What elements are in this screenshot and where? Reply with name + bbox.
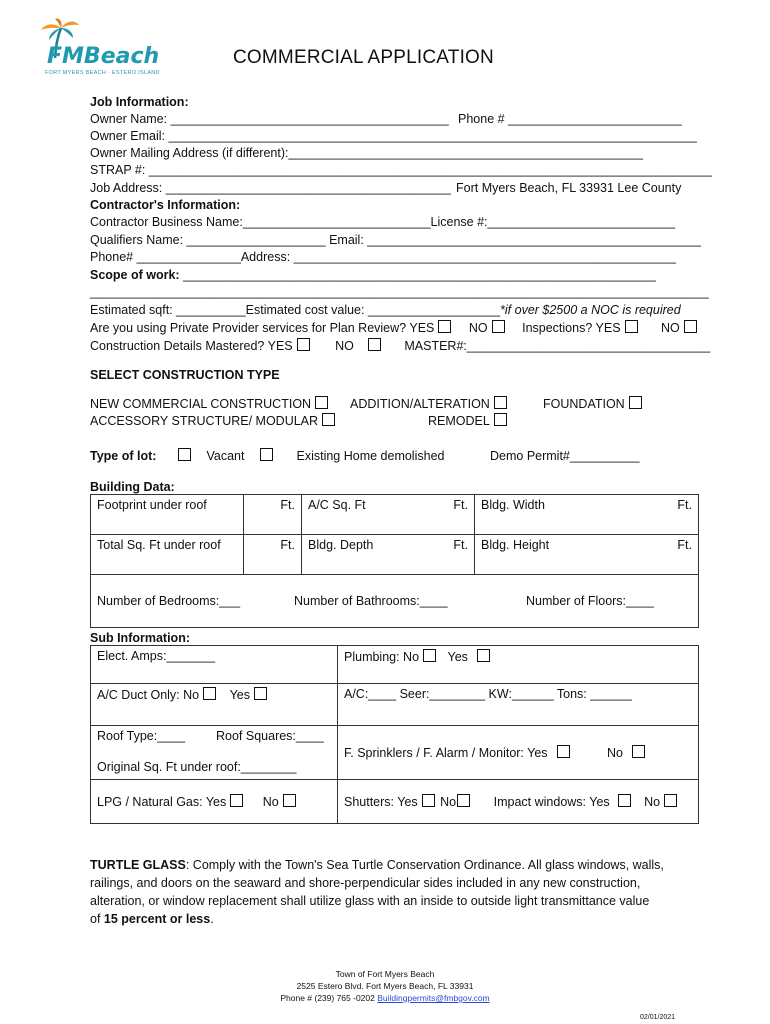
new-commercial-label: NEW COMMERCIAL CONSTRUCTION — [90, 397, 312, 411]
turtle-glass-emphasis: 15 percent or less — [103, 912, 211, 926]
height-label: Bldg. Height — [481, 538, 550, 552]
ft-unit: Ft. — [280, 498, 295, 512]
inspections-label: Inspections? YES — [522, 321, 621, 335]
sprinklers-yes-checkbox[interactable] — [557, 745, 570, 758]
footer-email-link[interactable]: Buildingpermits@fmbgov.com — [377, 993, 490, 1003]
lpg-yes-checkbox[interactable] — [230, 794, 243, 807]
addition-option[interactable] — [350, 396, 507, 413]
shutters-no-checkbox[interactable] — [457, 794, 470, 807]
mastered-yes-checkbox[interactable] — [297, 338, 310, 351]
noc-note: *if over $2500 a NOC is required — [500, 303, 681, 317]
page-title: COMMERCIAL APPLICATION — [233, 47, 494, 68]
plumbing-cell — [338, 646, 699, 684]
scope-label: Scope of work: — [90, 268, 180, 282]
new-commercial-option[interactable] — [90, 396, 328, 413]
job-address-field[interactable]: Job Address: _________________________________________ — [90, 181, 451, 195]
remodel-checkbox[interactable] — [494, 413, 507, 426]
inspections-yes-checkbox[interactable] — [625, 320, 638, 333]
sprinklers-no-label: No — [607, 746, 624, 760]
demo-permit-field[interactable]: Demo Permit#__________ — [490, 449, 640, 463]
impact-yes-checkbox[interactable] — [618, 794, 631, 807]
ft-unit: Ft. — [677, 498, 692, 512]
owner-email-field[interactable]: Owner Email: ____________________________________________________________________________ — [90, 129, 697, 143]
vacant-option[interactable] — [178, 448, 244, 465]
footer-town: Town of Fort Myers Beach — [335, 969, 435, 979]
ac-field[interactable]: A/C:____ Seer:________ KW:______ Tons: ______ — [338, 684, 699, 726]
private-provider-row — [90, 320, 697, 337]
turtle-glass-line4 — [90, 911, 214, 928]
construction-heading: SELECT CONSTRUCTION TYPE — [90, 368, 280, 382]
estimate-field[interactable]: Estimated sqft: __________Estimated cost value: ___________________ — [90, 303, 501, 317]
total-sqft-field[interactable] — [244, 535, 302, 575]
foundation-option[interactable] — [543, 396, 642, 413]
scope-row — [90, 267, 656, 284]
accessory-label: ACCESSORY STRUCTURE/ MODULAR — [90, 414, 319, 428]
turtle-glass-line1 — [90, 857, 664, 874]
footer-contact — [0, 992, 770, 1004]
bathrooms-field[interactable]: Number of Bathrooms:____ — [294, 594, 448, 608]
rooms-row — [91, 575, 699, 628]
ft-unit: Ft. — [280, 538, 295, 552]
addition-label: ADDITION/ALTERATION — [350, 397, 490, 411]
plumbing-yes-checkbox[interactable] — [477, 649, 490, 662]
lpg-no-checkbox[interactable] — [283, 794, 296, 807]
plumbing-no-checkbox[interactable] — [423, 649, 436, 662]
lpg-cell — [91, 780, 338, 824]
lpg-no-label: No — [262, 795, 279, 809]
new-commercial-checkbox[interactable] — [315, 396, 328, 409]
job-heading: Job Information: — [90, 95, 189, 109]
building-data-table — [90, 494, 699, 628]
private-no-checkbox[interactable] — [492, 320, 505, 333]
contractor-heading: Contractor's Information: — [90, 198, 241, 212]
sub-heading: Sub Information: — [90, 631, 190, 645]
job-city-text: Fort Myers Beach, FL 33931 Lee County — [456, 181, 682, 195]
inspections-no-checkbox[interactable] — [684, 320, 697, 333]
lpg-label: LPG / Natural Gas: Yes — [97, 795, 227, 809]
turtle-glass-text1: : Comply with the Town's Sea Turtle Conservation Ordinance. All glass windows, walls, — [185, 858, 664, 872]
strap-field[interactable]: STRAP #: _________________________________________________________________________________ — [90, 163, 712, 177]
private-provider-question: Are you using Private Provider services for Plan Review? YES — [90, 321, 435, 335]
shutters-label: Shutters: Yes — [344, 795, 418, 809]
lot-type-label: Type of lot: — [90, 449, 157, 463]
scope-field-line2[interactable]: _________________________________________________________________________________________ — [90, 285, 709, 299]
footprint-field[interactable] — [244, 495, 302, 535]
sprinklers-label: F. Sprinklers / F. Alarm / Monitor: Yes — [344, 746, 548, 760]
ac-duct-no-checkbox[interactable] — [203, 687, 216, 700]
remodel-label: REMODEL — [428, 414, 490, 428]
contractor-business-field[interactable]: Contractor Business Name:___________________________License #:___________________________ — [90, 215, 676, 229]
estimate-row — [90, 302, 681, 319]
height-field[interactable] — [475, 535, 699, 575]
owner-name-field[interactable]: Owner Name: ________________________________________ — [90, 112, 449, 126]
impact-no-checkbox[interactable] — [664, 794, 677, 807]
ac-duct-label: A/C Duct Only: No — [97, 688, 200, 702]
existing-home-label: Existing Home demolished — [296, 449, 445, 463]
ac-duct-yes-label: Yes — [229, 688, 251, 702]
original-sqft-field[interactable]: Original Sq. Ft under roof:________ — [97, 760, 297, 774]
impact-no-label: No — [644, 795, 661, 809]
mailing-address-field[interactable]: Owner Mailing Address (if different):___________________________________________________ — [90, 146, 644, 160]
mastered-question: Construction Details Mastered? YES — [90, 339, 293, 353]
depth-label: Bldg. Depth — [308, 538, 374, 552]
building-heading: Building Data: — [90, 480, 175, 494]
remodel-option[interactable] — [428, 413, 507, 430]
logo-wordmark: FMBeach — [47, 44, 160, 69]
vacant-checkbox[interactable] — [178, 448, 191, 461]
impact-windows-label: Impact windows: Yes — [493, 795, 610, 809]
shutters-yes-checkbox[interactable] — [422, 794, 435, 807]
logo-subtitle: FORT MYERS BEACH · ESTERO ISLAND — [45, 70, 160, 76]
private-yes-checkbox[interactable] — [438, 320, 451, 333]
ft-unit: Ft. — [677, 538, 692, 552]
width-label: Bldg. Width — [481, 498, 545, 512]
mastered-no-label: NO — [335, 339, 354, 353]
sprinklers-no-checkbox[interactable] — [632, 745, 645, 758]
elect-amps-field[interactable]: Elect. Amps:_______ — [91, 646, 338, 684]
private-no-label: NO — [468, 321, 488, 335]
accessory-checkbox[interactable] — [322, 413, 335, 426]
inspections-no-label: NO — [661, 321, 680, 335]
width-field[interactable] — [475, 495, 699, 535]
scope-field[interactable]: ____________________________________________________________________ — [179, 268, 656, 282]
footprint-label: Footprint under roof — [91, 495, 244, 535]
footer-address: 2525 Estero Blvd. Fort Myers Beach, FL 33931 — [296, 981, 474, 991]
existing-home-option[interactable] — [260, 448, 444, 465]
qualifiers-field[interactable]: Qualifiers Name: ____________________ Email: ________________________________________________ — [90, 233, 701, 247]
phone-field[interactable]: Phone # _________________________ — [458, 112, 682, 126]
ac-sqft-field[interactable] — [302, 495, 475, 535]
town-logo — [37, 18, 162, 80]
ft-unit: Ft. — [453, 538, 468, 552]
revision-date: 02/01/2021 — [640, 1014, 676, 1021]
plumbing-yes-label: Yes — [447, 650, 468, 664]
ft-unit: Ft. — [453, 498, 468, 512]
vacant-label: Vacant — [206, 449, 245, 463]
plumbing-label: Plumbing: No — [344, 650, 420, 664]
foundation-label: FOUNDATION — [543, 397, 625, 411]
shutters-cell — [338, 780, 699, 824]
bedrooms-field[interactable]: Number of Bedrooms:___ — [97, 594, 241, 608]
phone-address-field[interactable]: Phone# _______________Address: _______________________________________________________ — [90, 250, 677, 264]
sprinklers-cell — [338, 726, 699, 780]
turtle-glass-label: TURTLE GLASS — [90, 858, 186, 872]
roof-cell — [91, 726, 338, 780]
addition-checkbox[interactable] — [494, 396, 507, 409]
shutters-no-label: No — [440, 795, 457, 809]
depth-field[interactable] — [302, 535, 475, 575]
mastered-no-checkbox[interactable] — [368, 338, 381, 351]
turtle-glass-line2: railings, and doors on the seaward and shore-perpendicular sides included in any new construction, — [90, 876, 641, 890]
ac-duct-yes-checkbox[interactable] — [254, 687, 267, 700]
turtle-glass-text4-pre: of — [90, 912, 104, 926]
floors-field[interactable]: Number of Floors:____ — [526, 594, 654, 608]
turtle-glass-text4-post: . — [210, 912, 214, 926]
turtle-glass-line3: alteration, or window replacement shall utilize glass with an inside to outside light transmittance value — [90, 894, 650, 908]
accessory-option[interactable] — [90, 413, 335, 430]
master-field[interactable]: MASTER#:___________________________________ — [404, 339, 711, 353]
mastered-row — [90, 338, 710, 355]
existing-home-checkbox[interactable] — [260, 448, 273, 461]
roof-squares-field[interactable]: Roof Squares:____ — [216, 729, 324, 743]
ac-duct-cell — [91, 684, 338, 726]
sub-info-table — [90, 645, 699, 824]
ac-sqft-label: A/C Sq. Ft — [308, 498, 366, 512]
total-sqft-label: Total Sq. Ft under roof — [91, 535, 244, 575]
roof-type-field[interactable]: Roof Type:____ — [97, 729, 186, 743]
footer-phone: Phone # (239) 765 -0202 — [280, 993, 378, 1003]
foundation-checkbox[interactable] — [629, 396, 642, 409]
